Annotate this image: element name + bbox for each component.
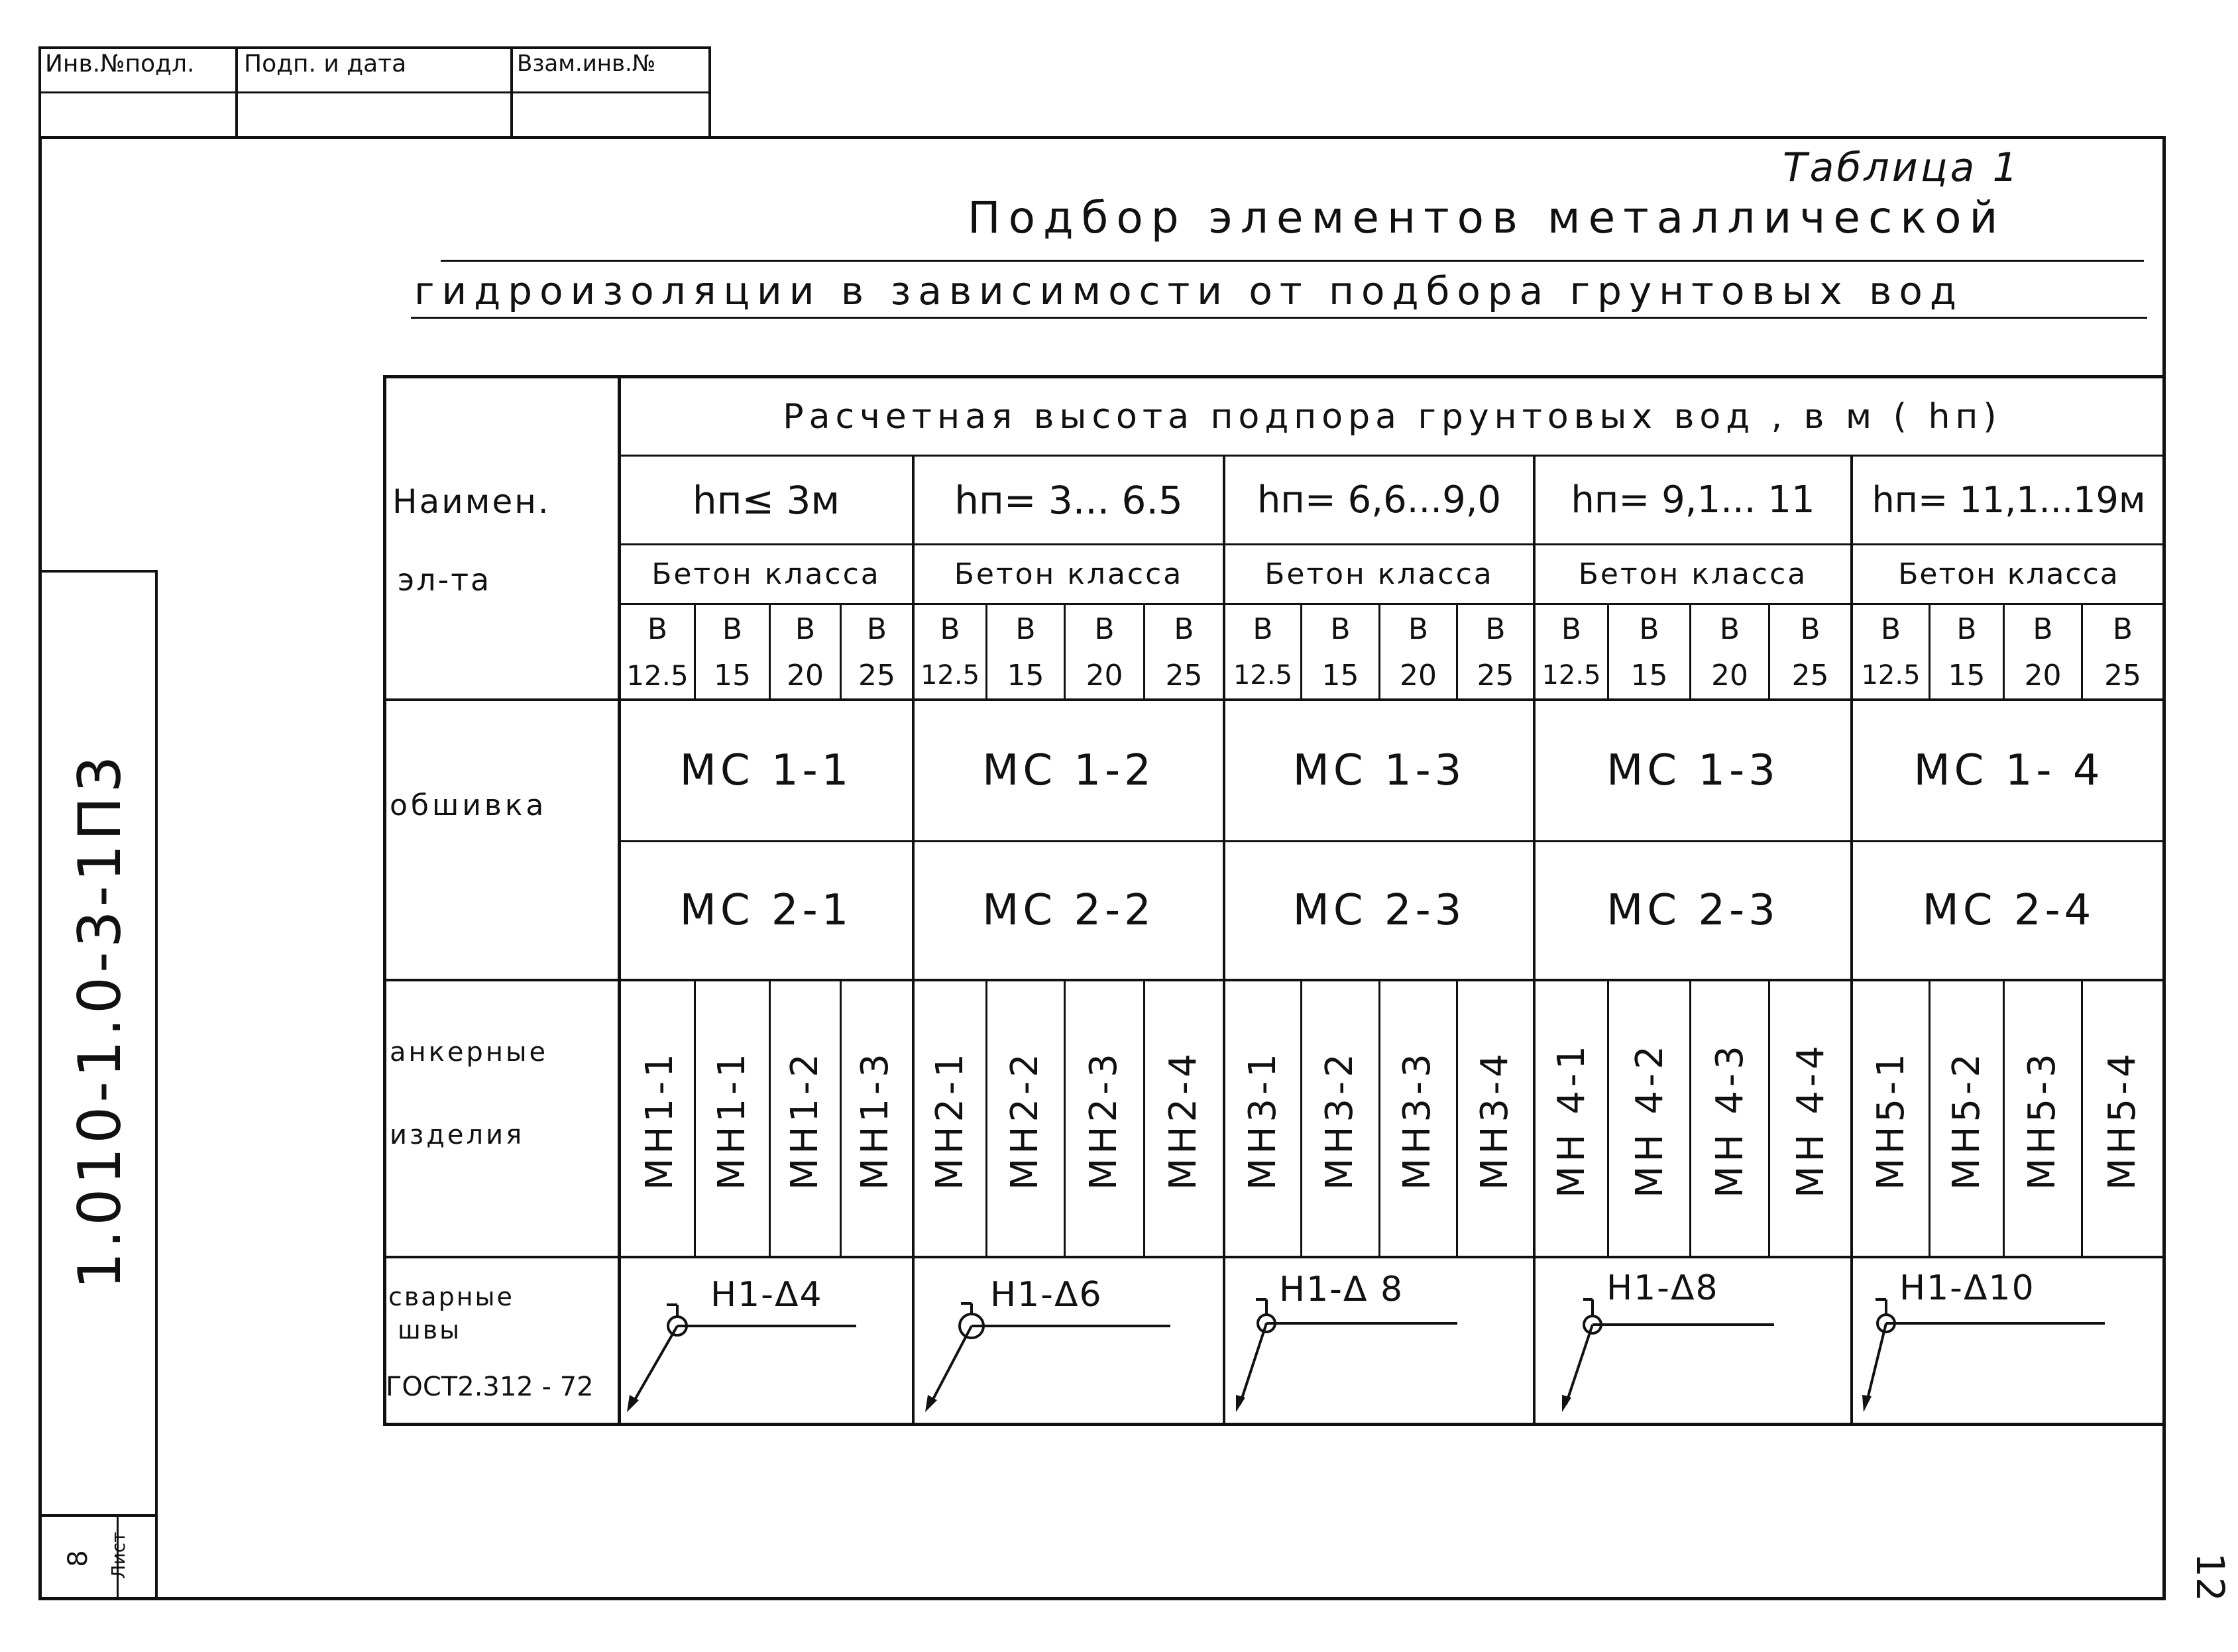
anchor-item: МН2-2: [1003, 1050, 1046, 1190]
class-value: 25: [1791, 658, 1829, 692]
class-letter: В: [1408, 612, 1429, 646]
class-value: 15: [1948, 658, 1986, 692]
concrete-label: Бетон класса: [651, 557, 881, 591]
class-value: 12.5: [920, 660, 980, 690]
class-letter: В: [2112, 612, 2133, 646]
side-code: 1.010-1.0-3-1П3: [65, 751, 134, 1290]
class-value: 15: [714, 658, 751, 692]
anchor-item: МН5-2: [1944, 1050, 1988, 1190]
table-label: Таблица 1: [1783, 144, 2021, 191]
class-value: 12.5: [1233, 660, 1293, 690]
concrete-label: Бетон класса: [1578, 557, 1808, 591]
stamp-header-inv: Инв.№подл.: [45, 50, 195, 78]
header-name-line-2: эл-та: [398, 562, 492, 598]
sheathing-1: МС 1-3: [1606, 746, 1779, 795]
class-letter: В: [1639, 612, 1659, 646]
class-letter: В: [1880, 612, 1901, 646]
row-label-sheathing: обшивка: [390, 789, 547, 822]
weld-label: Н1-Δ10: [1899, 1268, 2035, 1308]
anchor-item: МН 4-2: [1628, 1042, 1671, 1198]
height-header: Расчетная высота подпора грунтовых вод , в м ( hп): [783, 396, 2002, 437]
sheet-number: 8: [63, 1550, 93, 1567]
sheet-label: Лист: [107, 1531, 129, 1579]
anchor-item: МН1-1: [638, 1050, 681, 1190]
class-letter: В: [1956, 612, 1977, 646]
range-label: hп= 9,1... 11: [1571, 478, 1815, 522]
row-label-weld-1: сварные: [388, 1282, 514, 1311]
sheathing-1: МС 1-3: [1292, 746, 1466, 795]
class-letter: В: [1015, 612, 1036, 646]
page-number: 12: [2188, 1553, 2233, 1602]
anchor-item: МН 4-3: [1708, 1042, 1752, 1198]
class-letter: В: [795, 612, 816, 646]
sheathing-1: МС 1- 4: [1913, 746, 2104, 795]
class-letter: В: [647, 612, 668, 646]
title-line-1: Подбор элементов металлической: [968, 192, 2006, 243]
row-label-weld-3: ГОСТ2.312 - 72: [386, 1372, 594, 1402]
anchor-item: МН1-3: [853, 1050, 897, 1190]
class-value: 25: [858, 658, 895, 692]
concrete-label: Бетон класса: [1898, 557, 2119, 591]
anchor-item: МН 4-1: [1549, 1042, 1593, 1198]
class-value: 12.5: [1541, 660, 1601, 690]
anchor-item: МН1-1: [710, 1050, 754, 1190]
class-value: 12.5: [1861, 660, 1921, 690]
anchor-item: МН5-1: [1869, 1050, 1913, 1190]
class-value: 20: [1086, 658, 1123, 692]
class-letter: В: [866, 612, 887, 646]
row-label-anchor-2: изделия: [390, 1120, 525, 1150]
class-letter: В: [1561, 612, 1582, 646]
anchor-item: МН3-4: [1473, 1050, 1516, 1190]
class-value: 20: [1400, 658, 1437, 692]
stamp-header-sign: Подп. и дата: [244, 50, 407, 78]
class-value: 25: [1477, 658, 1514, 692]
range-label: hп= 11,1...19м: [1872, 479, 2146, 521]
class-letter: В: [1174, 612, 1194, 646]
sheathing-2: МС 2-2: [982, 886, 1155, 935]
class-letter: В: [940, 612, 960, 646]
class-letter: В: [2033, 612, 2053, 646]
class-value: 12.5: [626, 659, 689, 692]
anchor-item: МН2-3: [1082, 1050, 1125, 1190]
anchor-item: МН2-1: [928, 1050, 972, 1190]
sheathing-2: МС 2-3: [1606, 886, 1779, 935]
class-value: 25: [2104, 658, 2141, 692]
class-value: 25: [1165, 658, 1203, 692]
weld-label: Н1-Δ8: [1606, 1268, 1719, 1308]
class-letter: В: [722, 612, 743, 646]
class-value: 20: [787, 658, 824, 692]
class-value: 15: [1007, 658, 1044, 692]
class-letter: В: [1330, 612, 1351, 646]
anchor-item: МН5-4: [2100, 1050, 2144, 1190]
class-letter: В: [1253, 612, 1273, 646]
range-label: hп= 6,6...9,0: [1257, 478, 1502, 522]
stamp-header-replace: Взам.инв.№: [517, 50, 656, 77]
class-value: 20: [2024, 658, 2062, 692]
class-value: 15: [1630, 658, 1668, 692]
class-value: 15: [1321, 658, 1359, 692]
row-label-anchor-1: анкерные: [390, 1037, 549, 1068]
sheathing-2: МС 2-4: [1922, 886, 2096, 935]
concrete-label: Бетон класса: [1264, 557, 1494, 591]
sheathing-1: МС 1-2: [982, 746, 1155, 795]
weld-label: Н1-Δ6: [990, 1275, 1103, 1315]
range-label: hп≤ 3м: [692, 477, 840, 523]
anchor-item: МН 4-4: [1789, 1042, 1832, 1198]
weld-label: Н1-Δ 8: [1279, 1270, 1404, 1309]
anchor-item: МН5-3: [2020, 1050, 2064, 1190]
anchor-item: МН3-2: [1317, 1050, 1361, 1190]
title-line-2: гидроизоляции в зависимости от подбора грунтовых вод: [414, 268, 1964, 313]
row-label-weld-2: швы: [398, 1315, 462, 1345]
anchor-item: МН3-3: [1395, 1050, 1439, 1190]
anchor-item: МН2-4: [1161, 1050, 1205, 1190]
class-letter: В: [1800, 612, 1820, 646]
class-letter: В: [1485, 612, 1506, 646]
header-name-line-1: Наимен.: [392, 482, 551, 521]
sheathing-1: МС 1-1: [679, 746, 853, 795]
anchor-item: МН3-1: [1241, 1050, 1284, 1190]
class-letter: В: [1719, 612, 1740, 646]
class-letter: В: [1094, 612, 1115, 646]
class-value: 20: [1711, 658, 1748, 692]
sheathing-2: МС 2-1: [679, 886, 853, 935]
weld-label: Н1-Δ4: [710, 1275, 823, 1315]
concrete-label: Бетон класса: [954, 557, 1184, 591]
anchor-item: МН1-2: [783, 1050, 826, 1190]
range-label: hп= 3... 6.5: [954, 477, 1183, 523]
sheathing-2: МС 2-3: [1292, 886, 1466, 935]
